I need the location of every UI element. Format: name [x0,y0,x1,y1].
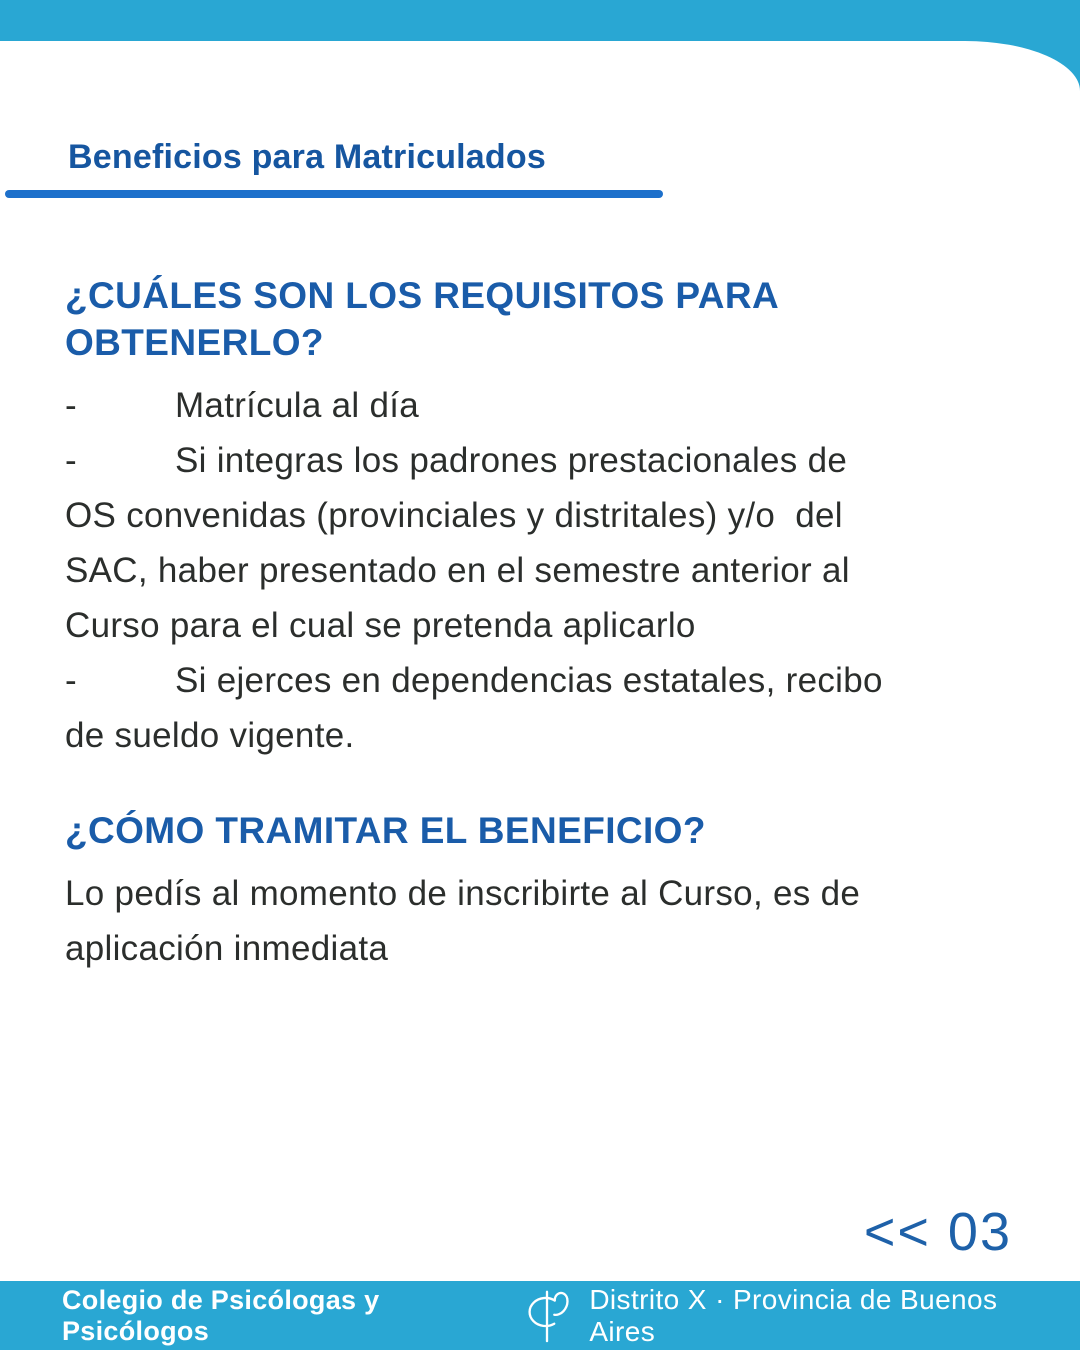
psi-hook [555,1292,568,1314]
section-heading: ¿CUÁLES SON LOS REQUISITOS PARA OBTENERLO? [65,275,778,363]
text-line: Lo pedís al momento de inscribirte al Curso, es de [65,874,861,913]
text-line: de sueldo vigente. [65,716,355,755]
list-dash: - [65,386,77,425]
section-body [65,866,1020,976]
page-title: Beneficios para Matriculados [68,138,546,176]
section-tramite [65,807,1020,976]
psi-icon [521,1287,573,1345]
text-line: - Matrícula al día [65,386,420,425]
section-body [65,378,1020,763]
list-dash: - [65,441,77,480]
text-line: - Si ejerces en dependencias estatales, recibo [65,661,883,700]
main-content [65,272,1020,976]
page-number: << 03 [863,1202,1012,1262]
text-line: Curso para el cual se pretenda aplicarlo [65,606,696,645]
text-line: OS convenidas (provinciales y distritales) y/o del [65,496,843,535]
footer-district: Distrito X · Provincia de Buenos Aires [589,1283,998,1347]
content-sheet [0,41,1080,1281]
section-requisitos [65,272,1020,763]
text-line: aplicación inmediata [65,929,389,968]
psi-bowl [530,1297,555,1325]
footer-bar [0,1281,1080,1350]
text-line: SAC, haber presentado en el semestre anterior al [65,551,850,590]
title-underline [5,190,663,198]
list-dash: - [65,661,77,700]
footer-org-name: Colegio de Psicólogas y Psicólogos [62,1284,380,1346]
section-heading: ¿CÓMO TRAMITAR EL BENEFICIO? [65,810,706,851]
text-line: - Si integras los padrones prestacionales de [65,441,848,480]
